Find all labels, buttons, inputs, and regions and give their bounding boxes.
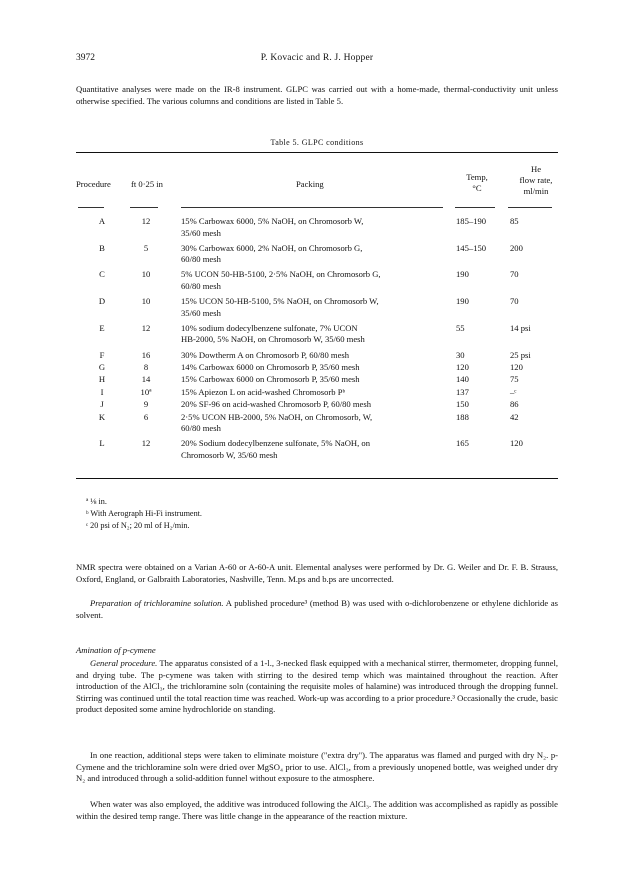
water-paragraph: When water was also employed, the additive was introduced following the AlCl₃. The addition was accomplished as rapidly as possible within the desired temp range. There was little change in the appearance of the reaction mixture. — [76, 799, 558, 821]
cell-procedure: F — [99, 349, 105, 360]
cell-he-flow: 200 — [510, 242, 523, 253]
cell-ft: 10 — [141, 269, 151, 280]
packing-line: 35/60 mesh — [181, 307, 221, 318]
cell-temp: 188 — [456, 411, 469, 422]
cell-procedure: D — [98, 296, 106, 307]
packing-line: 20% Sodium dodecylbenzene sulfonate, 5% NaOH, on — [181, 438, 371, 449]
packing-line: 60/80 mesh — [181, 280, 221, 291]
packing-line: 60/80 mesh — [181, 254, 221, 265]
cell-procedure: I — [100, 386, 104, 397]
cell-procedure: C — [99, 269, 105, 280]
general-text: The apparatus consisted of a 1-l., 3-necked flask equipped with a mechanical stirrer, thermometer, dropping funnel, and drying tube. The p-cymene was taken with stirring to the desired temp which was maintained throughout the reaction. After introduction of the AlCl₃, the trichloramine soln (containing the requisite moles of halamine) was introduced through the dropping funnel. Stirring was continued until the total reaction time was reached. Work-up was according to a prior procedure.³ Occasionally the crude, basic product deposited some amine hydrochloride on standing. — [76, 658, 559, 715]
cell-temp: 150 — [456, 399, 469, 410]
cell-procedure: E — [99, 322, 105, 333]
packing-line: 5% UCON 50-HB-5100, 2·5% NaOH, on Chromosorb G, — [181, 269, 381, 280]
page-header — [76, 53, 558, 67]
cell-he-flow: 70 — [510, 269, 519, 280]
header-rule-temp — [455, 207, 495, 208]
cell-procedure: L — [99, 438, 105, 449]
packing-line: 35/60 mesh — [181, 227, 221, 238]
cell-packing — [181, 362, 457, 374]
packing-line: 20% SF-96 on acid-washed Chromosorb P, 60/80 mesh — [181, 399, 372, 410]
cell-ft: 14 — [141, 374, 151, 385]
packing-line: 60/80 mesh — [181, 423, 221, 434]
cell-procedure: K — [98, 411, 106, 422]
cell-ft: 12 — [141, 322, 151, 333]
cell-ft: 16 — [141, 349, 151, 360]
cell-ft: 10 — [141, 296, 151, 307]
prep-paragraph — [76, 598, 558, 621]
cell-ft: 9 — [143, 399, 149, 410]
col-header-procedure: Procedure — [76, 179, 111, 189]
amination-heading: Amination of p-cymene — [76, 645, 156, 655]
packing-line: 10% sodium dodecylbenzene sulfonate, 7% UCON — [181, 322, 358, 333]
intro-paragraph: Quantitative analyses were made on the IR-8 instrument. GLPC was carried out with a home-made, thermal-conductivity unit unless otherwise specified. The various columns and conditions are listed in Table 5. — [76, 84, 558, 106]
cell-temp: 165 — [456, 438, 469, 449]
cell-packing — [181, 387, 457, 399]
header-rule-packing — [181, 207, 443, 208]
nmr-paragraph: NMR spectra were obtained on a Varian A-60 or A-60-A unit. Elemental analyses were performed by Dr. G. Weiler and Dr. F. B. Strauss, Oxford, England, or Galbraith Laboratories, Nashville, Tenn. M.ps and b.ps are uncorrected. — [76, 562, 558, 584]
cell-he-flow: 70 — [510, 296, 519, 307]
cell-procedure: G — [98, 361, 106, 372]
packing-line: 30% Carbowax 6000, 2% NaOH, on Chromosorb G, — [181, 242, 363, 253]
packing-line: 14% Carbowax 6000 on Chromosorb P, 35/60 mesh — [181, 361, 360, 372]
page-number: 3972 — [76, 53, 95, 63]
cell-he-flow: 120 — [510, 361, 523, 372]
col-header-packing: Packing — [296, 179, 324, 189]
col-header-temp: Temp, °C — [466, 172, 488, 193]
header-rule-ft — [130, 207, 158, 208]
packing-line: 15% Carbowax 6000, 5% NaOH, on Chromosorb W, — [181, 216, 364, 226]
cell-temp: 30 — [456, 349, 465, 360]
cell-he-flow: 75 — [510, 374, 519, 385]
cell-he-flow: –ᶜ — [510, 386, 517, 397]
cell-procedure: H — [98, 374, 106, 385]
header-rule-procedure — [78, 207, 104, 208]
extra-dry-paragraph: In one reaction, additional steps were taken to eliminate moisture ("extra dry"). The apparatus was flamed and purged with dry N₂. p-Cymene and the trichloramine soln were dried over MgSO₄ prior to use. AlCl₃, from a previously unopened bottle, was weighed under dry N₂ and introduced through a solid-addition funnel without exposure to the atmosphere. — [76, 750, 558, 784]
packing-line: 30% Dowtherm A on Chromosorb P, 60/80 mesh — [181, 349, 350, 360]
cell-ft: 12 — [141, 216, 151, 226]
footnote-c: ᶜ 20 psi of N₂; 20 ml of H₂/min. — [86, 521, 190, 530]
cell-packing — [181, 374, 457, 386]
footnote-b: ᵇ With Aerograph Hi-Fi instrument. — [86, 509, 202, 518]
cell-packing — [181, 216, 457, 239]
cell-procedure: B — [99, 242, 105, 253]
footnote-a: ª ⅛ in. — [86, 497, 107, 506]
cell-he-flow: 14 psi — [510, 322, 531, 333]
packing-line: 15% UCON 50-HB-5100, 5% NaOH, on Chromosorb W, — [181, 296, 379, 307]
header-rule-he — [508, 207, 552, 208]
cell-procedure: A — [98, 216, 106, 226]
cell-ft: 12 — [141, 438, 151, 449]
packing-line: Chromosorb W, 35/60 mesh — [181, 449, 278, 460]
cell-packing — [181, 412, 457, 435]
col-header-he: He flow rate, ml/min — [519, 164, 553, 196]
cell-he-flow: 25 psi — [510, 349, 531, 360]
cell-temp: 55 — [456, 322, 465, 333]
prep-text: A published procedure³ (method B) was used with o-dichlorobenzene or ethylene dichloride as solvent. — [76, 598, 558, 620]
cell-packing — [181, 269, 457, 292]
packing-line: 15% Apiezon L on acid-washed Chromosorb Pᵇ — [181, 386, 346, 397]
cell-ft: 5 — [143, 242, 149, 253]
cell-he-flow: 86 — [510, 399, 519, 410]
col-header-ft: ft 0·25 in — [131, 179, 163, 189]
general-procedure-paragraph — [76, 658, 558, 716]
cell-packing — [181, 296, 457, 319]
cell-he-flow: 120 — [510, 438, 523, 449]
cell-packing — [181, 438, 457, 461]
packing-line: 15% Carbowax 6000 on Chromosorb P, 35/60 mesh — [181, 374, 360, 385]
cell-temp: 137 — [456, 386, 469, 397]
running-title: P. Kovacic and R. J. Hopper — [260, 53, 374, 63]
cell-temp: 190 — [456, 296, 469, 307]
cell-temp: 145–150 — [456, 242, 487, 253]
cell-ft: 6 — [143, 411, 149, 422]
packing-line: HB-2000, 5% NaOH, on Chromosorb W, 35/60 mesh — [181, 334, 365, 345]
table-bottom-rule — [76, 478, 558, 479]
table-caption: Table 5. GLPC conditions — [270, 138, 364, 147]
cell-he-flow: 42 — [510, 411, 519, 422]
cell-temp: 120 — [456, 361, 469, 372]
cell-temp: 140 — [456, 374, 469, 385]
cell-temp: 185–190 — [456, 216, 487, 226]
prep-label: Preparation of trichloramine solution. — [90, 598, 224, 608]
cell-ft: 10ª — [140, 386, 152, 397]
cell-packing — [181, 399, 457, 411]
cell-procedure: J — [100, 399, 104, 410]
general-label: General procedure. — [90, 658, 158, 668]
cell-he-flow: 85 — [510, 216, 519, 226]
cell-ft: 8 — [143, 361, 149, 372]
packing-line: 2·5% UCON HB-2000, 5% NaOH, on Chromosorb, W, — [181, 411, 373, 422]
cell-packing — [181, 323, 457, 346]
cell-packing — [181, 243, 457, 266]
table-top-rule — [76, 152, 558, 153]
cell-packing — [181, 350, 457, 362]
cell-temp: 190 — [456, 269, 469, 280]
